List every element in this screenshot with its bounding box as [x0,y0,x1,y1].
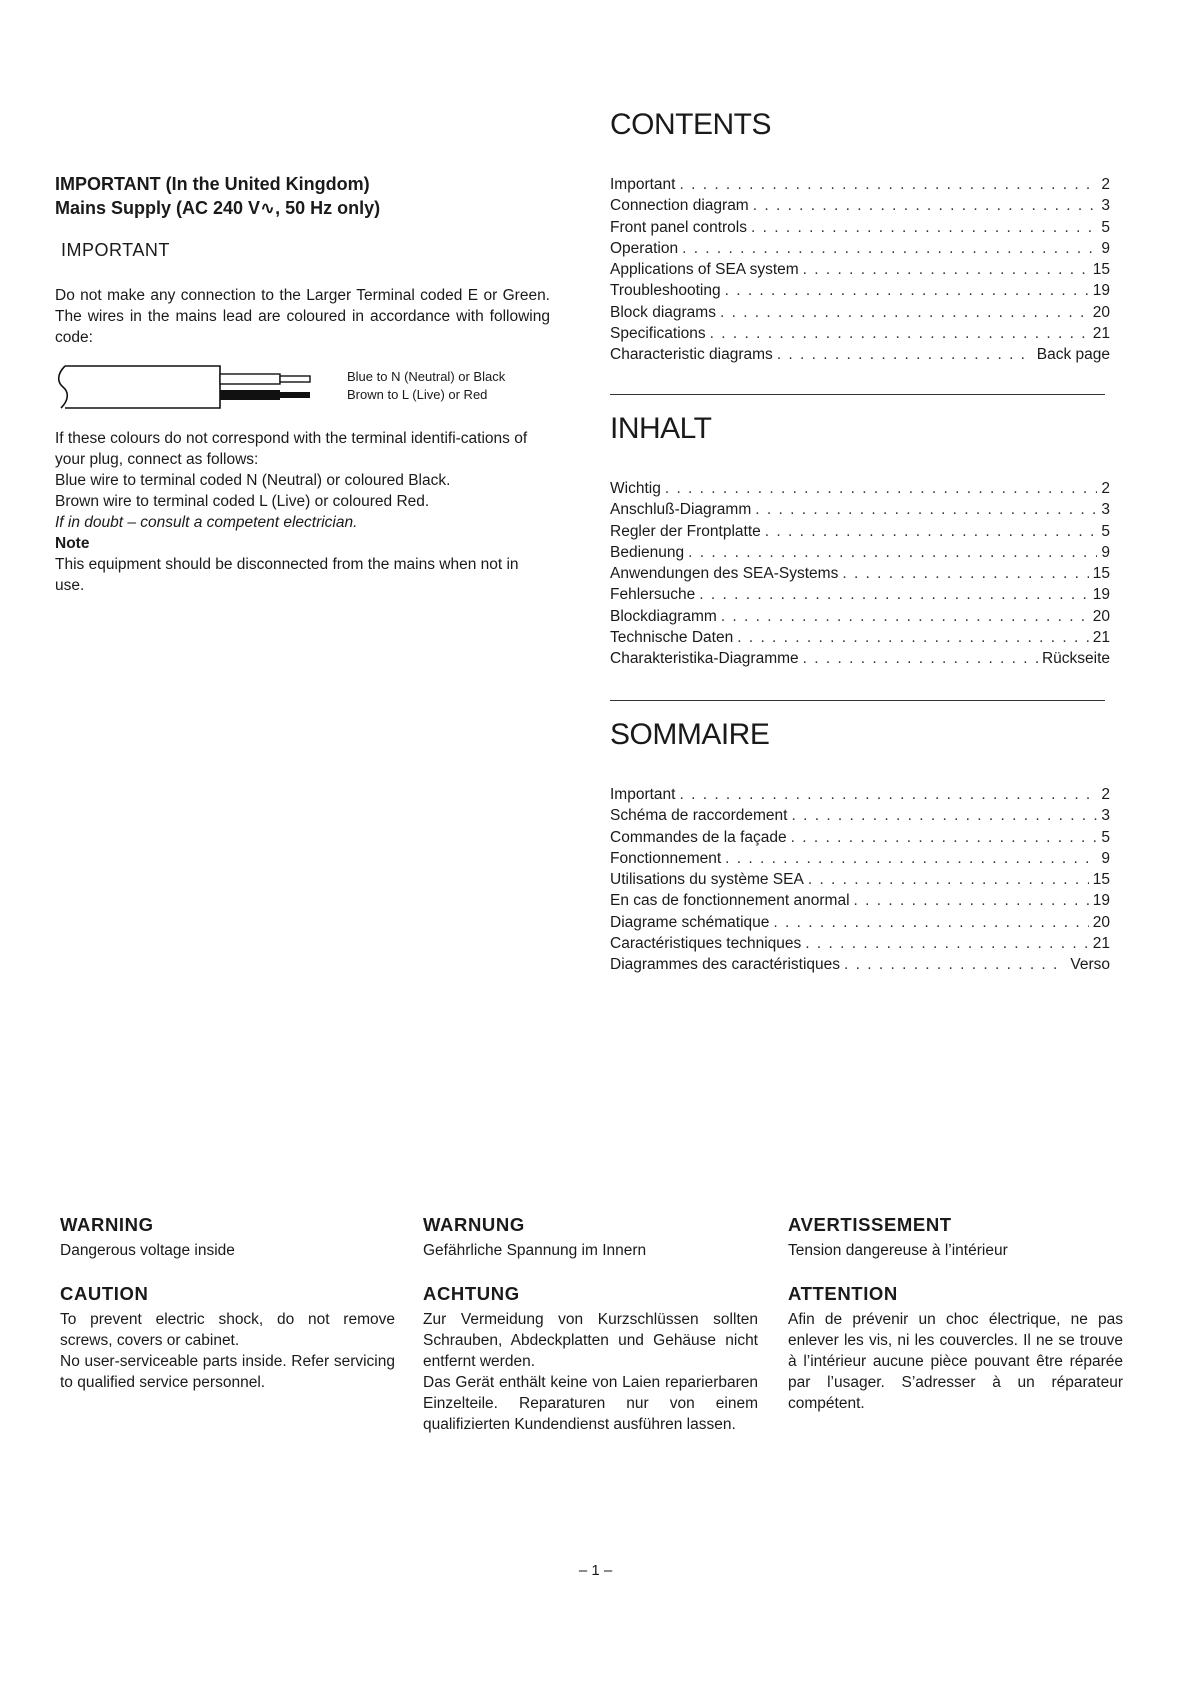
toc-entry-title: Connection diagram [610,197,749,215]
toc-dot-leader [720,302,1089,323]
toc-entry-page: 19 [1092,282,1110,300]
toc-entry [610,302,1110,323]
toc-dot-leader [753,195,1098,216]
toc-entry-title: Utilisations du système SEA [610,871,804,889]
toc-entry [610,584,1110,605]
electrician-advice: If in doubt – consult a competent electrician. [55,514,358,531]
caution-text: To prevent electric shock, do not remove screws, covers or cabinet. [60,1311,395,1349]
toc-entry [610,499,1110,520]
toc-entry-title: Front panel controls [610,218,747,236]
note-text: This equipment should be disconnected from the mains when not in use. [55,556,519,594]
inhalt-list [610,478,1110,670]
toc-entry-page: Verso [1070,956,1110,974]
warning-text: Tension dangereuse à l’intérieur [788,1242,1008,1259]
toc-entry [610,890,1110,911]
important-section [55,172,550,596]
warning-text: Gefährliche Spannung im Innern [423,1242,647,1259]
toc-dot-leader [679,784,1097,805]
section-divider [610,394,1105,395]
caution-text-2: Das Gerät enthält keine von Laien reparierbaren Einzelteile. Reparaturen nur von einem qualifizierten Kundendienst ausführen lassen. [423,1374,758,1433]
toc-entry-title: Technische Daten [610,629,734,647]
toc-entry-title: Block diagrams [610,303,716,321]
toc-entry-title: Troubleshooting [610,282,721,300]
toc-entry [610,848,1110,869]
toc-dot-leader [854,890,1089,911]
wiring-instructions [55,428,550,596]
toc-entry [610,174,1110,195]
toc-dot-leader [805,933,1088,954]
toc-entry [610,521,1110,542]
toc-entry-page: 3 [1101,501,1110,519]
inhalt-section [610,412,1110,670]
toc-entry-page: 3 [1101,807,1110,825]
toc-entry [610,478,1110,499]
toc-entry-title: Regler der Frontplatte [610,522,761,540]
toc-entry [610,323,1110,344]
inhalt-heading: INHALT [610,412,712,445]
toc-dot-leader [699,584,1088,605]
toc-entry-page: 21 [1092,629,1110,647]
toc-entry-title: Important [610,786,676,803]
contents-heading: CONTENTS [610,108,771,141]
caution-title: ACHTUNG [423,1283,520,1304]
toc-entry [610,259,1110,280]
toc-entry-page: 9 [1101,239,1110,257]
toc-entry-page: 20 [1092,303,1110,321]
important-heading-line1: IMPORTANT (In the United Kingdom) [55,174,370,194]
warning-text: Dangerous voltage inside [60,1242,235,1259]
toc-entry [610,627,1110,648]
toc-entry-title: Important [610,176,676,193]
sommaire-list [610,784,1110,976]
wiring-instruction-brown: Brown wire to terminal coded L (Live) or coloured Red. [55,493,430,510]
toc-entry [610,912,1110,933]
toc-entry-page: 20 [1092,607,1110,625]
toc-entry [610,933,1110,954]
warning-column-english [60,1214,395,1393]
toc-entry [610,827,1110,848]
toc-dot-leader [808,869,1089,890]
toc-entry [610,344,1110,365]
warning-column-german [423,1214,758,1435]
toc-dot-leader [688,542,1097,563]
toc-dot-leader [777,344,1033,365]
toc-dot-leader [773,912,1088,933]
toc-entry-title: Schéma de raccordement [610,807,788,825]
toc-dot-leader [791,805,1097,826]
toc-dot-leader [682,238,1097,259]
toc-entry-title: Operation [610,239,679,257]
toc-dot-leader [842,563,1088,584]
toc-entry [610,606,1110,627]
caution-title: ATTENTION [788,1283,898,1304]
toc-entry [610,280,1110,301]
toc-dot-leader [710,323,1089,344]
cable-label-blue: Blue to N (Neutral) or Black [347,369,506,384]
toc-entry-title: Bedienung [610,543,685,561]
toc-dot-leader [765,521,1098,542]
toc-entry-title: Anschluß-Diagramm [610,501,752,519]
toc-entry-page: 20 [1092,913,1110,931]
note-title: Note [55,535,90,552]
toc-dot-leader [665,478,1098,499]
warning-title: AVERTISSEMENT [788,1214,952,1235]
toc-dot-leader [737,627,1089,648]
toc-dot-leader [725,280,1089,301]
toc-entry-title: Caractéristiques techniques [610,935,802,953]
toc-entry-page: 2 [1101,480,1110,497]
toc-entry [610,784,1110,805]
toc-entry-page: 3 [1101,197,1110,215]
wiring-instruction-intro: If these colours do not correspond with the terminal identifi-cations of your plug, connect as follows: [55,430,528,468]
toc-entry-title: Fehlersuche [610,586,696,604]
toc-dot-leader [721,606,1089,627]
toc-entry-page: 5 [1101,522,1110,540]
toc-entry-page: 2 [1101,786,1110,803]
toc-dot-leader [844,954,1066,975]
toc-entry-page: Back page [1036,346,1110,364]
toc-entry [610,195,1110,216]
toc-entry-page: 15 [1092,261,1110,279]
toc-entry [610,217,1110,238]
warning-title: WARNUNG [423,1214,525,1235]
toc-entry-title: Characteristic diagrams [610,346,773,364]
toc-entry [610,542,1110,563]
toc-entry-title: Commandes de la façade [610,828,787,846]
important-heading-line2: Mains Supply (AC 240 V∿, 50 Hz only) [55,198,381,218]
toc-entry [610,805,1110,826]
toc-dot-leader [803,648,1038,669]
page-number: – 1 – [578,1562,613,1579]
toc-entry-page: 21 [1092,325,1110,343]
section-divider [610,700,1105,701]
toc-dot-leader [755,499,1097,520]
toc-entry-title: Anwendungen des SEA-Systems [610,565,839,583]
toc-entry-page: 15 [1092,565,1110,583]
intro-paragraph: Do not make any connection to the Larger Terminal coded E or Green. The wires in the mains lead are coloured in accordance with following code: [55,287,550,346]
caution-title: CAUTION [60,1283,149,1304]
toc-entry-title: Charakteristika-Diagramme [610,650,799,668]
toc-entry-page: 19 [1092,586,1110,604]
sommaire-section [610,718,1110,976]
warning-title: WARNING [60,1214,154,1235]
toc-entry-page: 5 [1101,218,1110,236]
toc-entry-title: Diagrame schématique [610,913,770,931]
toc-entry-title: Fonctionnement [610,849,722,867]
cable-label-brown: Brown to L (Live) or Red [347,387,488,402]
toc-entry-page: 9 [1101,849,1110,867]
toc-entry-page: 5 [1101,828,1110,846]
mains-cable-illustration [55,358,345,424]
toc-dot-leader [679,174,1097,195]
toc-entry-title: Blockdiagramm [610,607,717,625]
toc-dot-leader [725,848,1097,869]
toc-entry-title: Specifications [610,325,706,343]
toc-dot-leader [751,217,1097,238]
toc-entry-title: Diagrammes des caractéristiques [610,956,841,974]
caution-text: Afin de prévenir un choc électrique, ne pas enlever les vis, ni les couvercles. Il ne se trouve à l’intérieur aucune pièce pouvant être réparée par l’usager. S’adresser à un réparateur compétent. [788,1311,1123,1412]
toc-entry-page: 2 [1101,176,1110,193]
toc-entry [610,954,1110,975]
caution-text-2: No user-serviceable parts inside. Refer servicing to qualified service personnel. [60,1353,395,1391]
toc-entry-title: Applications of SEA system [610,261,799,279]
toc-entry-page: 21 [1092,935,1110,953]
caution-text: Zur Vermeidung von Kurzschlüssen sollten Schrauben, Abdeckplatten und Gehäuse nicht entfernt werden. [423,1311,758,1370]
toc-entry-page: 19 [1092,892,1110,910]
warning-column-french [788,1214,1123,1414]
toc-entry-page: Rückseite [1041,650,1110,668]
sommaire-heading: SOMMAIRE [610,718,770,751]
toc-entry [610,869,1110,890]
toc-dot-leader [803,259,1089,280]
toc-entry [610,563,1110,584]
toc-entry-page: 15 [1092,871,1110,889]
mains-cable-figure [55,358,550,428]
wiring-instruction-blue: Blue wire to terminal coded N (Neutral) or coloured Black. [55,472,451,489]
toc-entry-title: Wichtig [610,480,661,497]
toc-entry-title: En cas de fonctionnement anormal [610,892,850,910]
contents-section [610,108,1110,366]
contents-list [610,174,1110,366]
toc-entry [610,648,1110,669]
toc-entry [610,238,1110,259]
toc-entry-page: 9 [1101,543,1110,561]
important-subheading: IMPORTANT [61,240,170,260]
toc-dot-leader [791,827,1098,848]
